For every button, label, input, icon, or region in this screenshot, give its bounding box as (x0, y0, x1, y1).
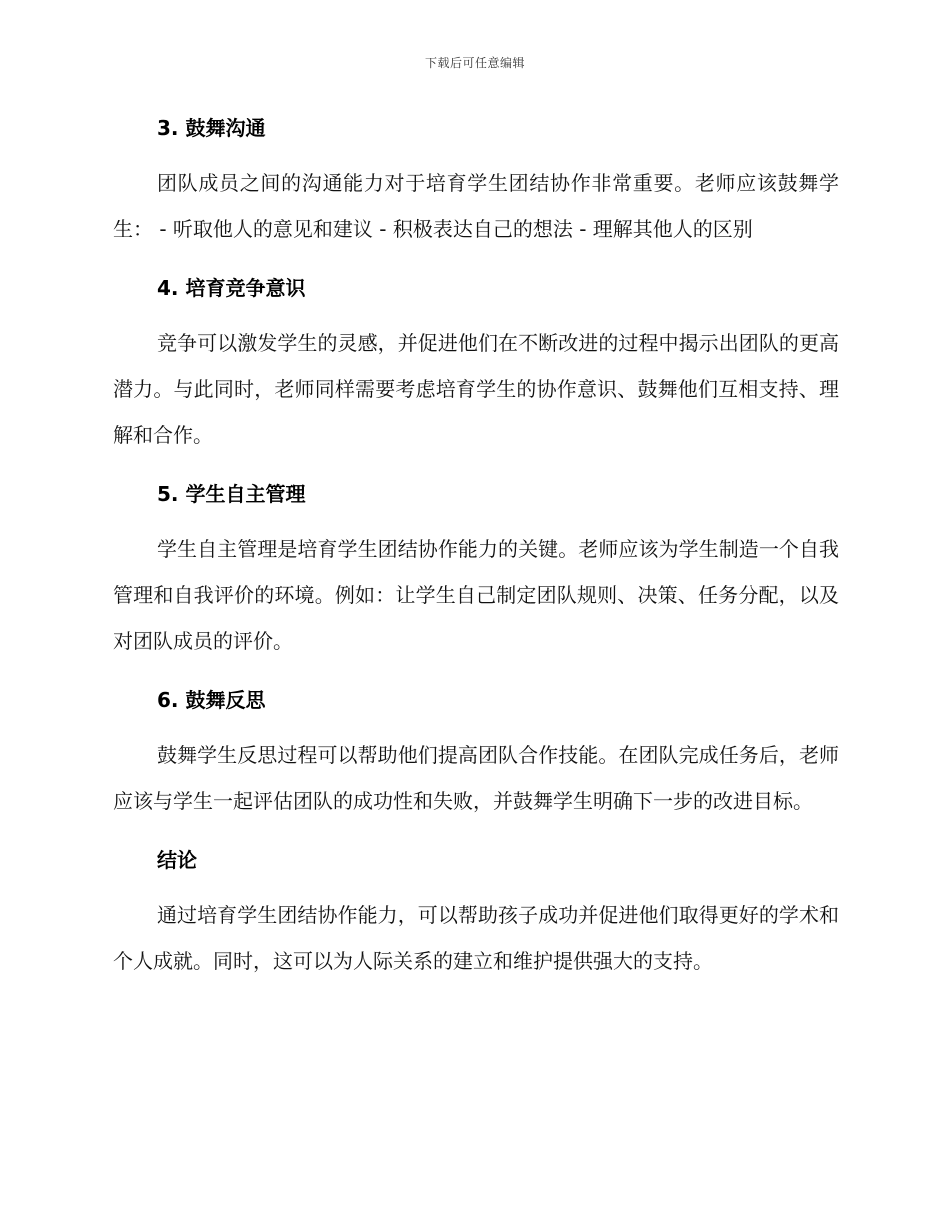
section-reflection (113, 682, 839, 824)
section-heading: 3. 鼓舞沟通 (157, 116, 266, 140)
section-paragraph: 学生自主管理是培育学生团结协作能力的关键。老师应该为学生制造一个自我管理和自我评价的环境。例如：让学生自己制定团队规则、决策、任务分配，以及对团队成员的评价。 (113, 537, 839, 653)
section-paragraph: 鼓舞学生反思过程可以帮助他们提高团队合作技能。在团队完成任务后，老师应该与学生一起评估团队的成功性和失败，并鼓舞学生明确下一步的改进目标。 (113, 743, 839, 813)
section-self-management (113, 476, 839, 664)
document-body (113, 110, 839, 1002)
section-heading: 结论 (157, 848, 197, 872)
section-paragraph: 通过培育学生团结协作能力，可以帮助孩子成功并促进他们取得更好的学术和个人成就。同时，这可以为人际关系的建立和维护提供强大的支持。 (113, 903, 839, 973)
section-heading: 4. 培育竞争意识 (157, 276, 306, 300)
section-paragraph: 团队成员之间的沟通能力对于培育学生团结协作非常重要。老师应该鼓舞学生： - 听取他人的意见和建议 - 积极表达自己的想法 - 理解其他人的区别 (113, 171, 839, 241)
section-competition (113, 270, 839, 458)
section-conclusion (113, 842, 839, 984)
section-paragraph: 竞争可以激发学生的灵感，并促进他们在不断改进的过程中揭示出团队的更高潜力。与此同时，老师同样需要考虑培育学生的协作意识、鼓舞他们互相支持、理解和合作。 (113, 331, 839, 447)
section-communication (113, 110, 839, 252)
page-header: 下载后可任意编辑 (424, 56, 525, 70)
section-heading: 6. 鼓舞反思 (157, 688, 266, 712)
section-heading: 5. 学生自主管理 (157, 482, 306, 506)
